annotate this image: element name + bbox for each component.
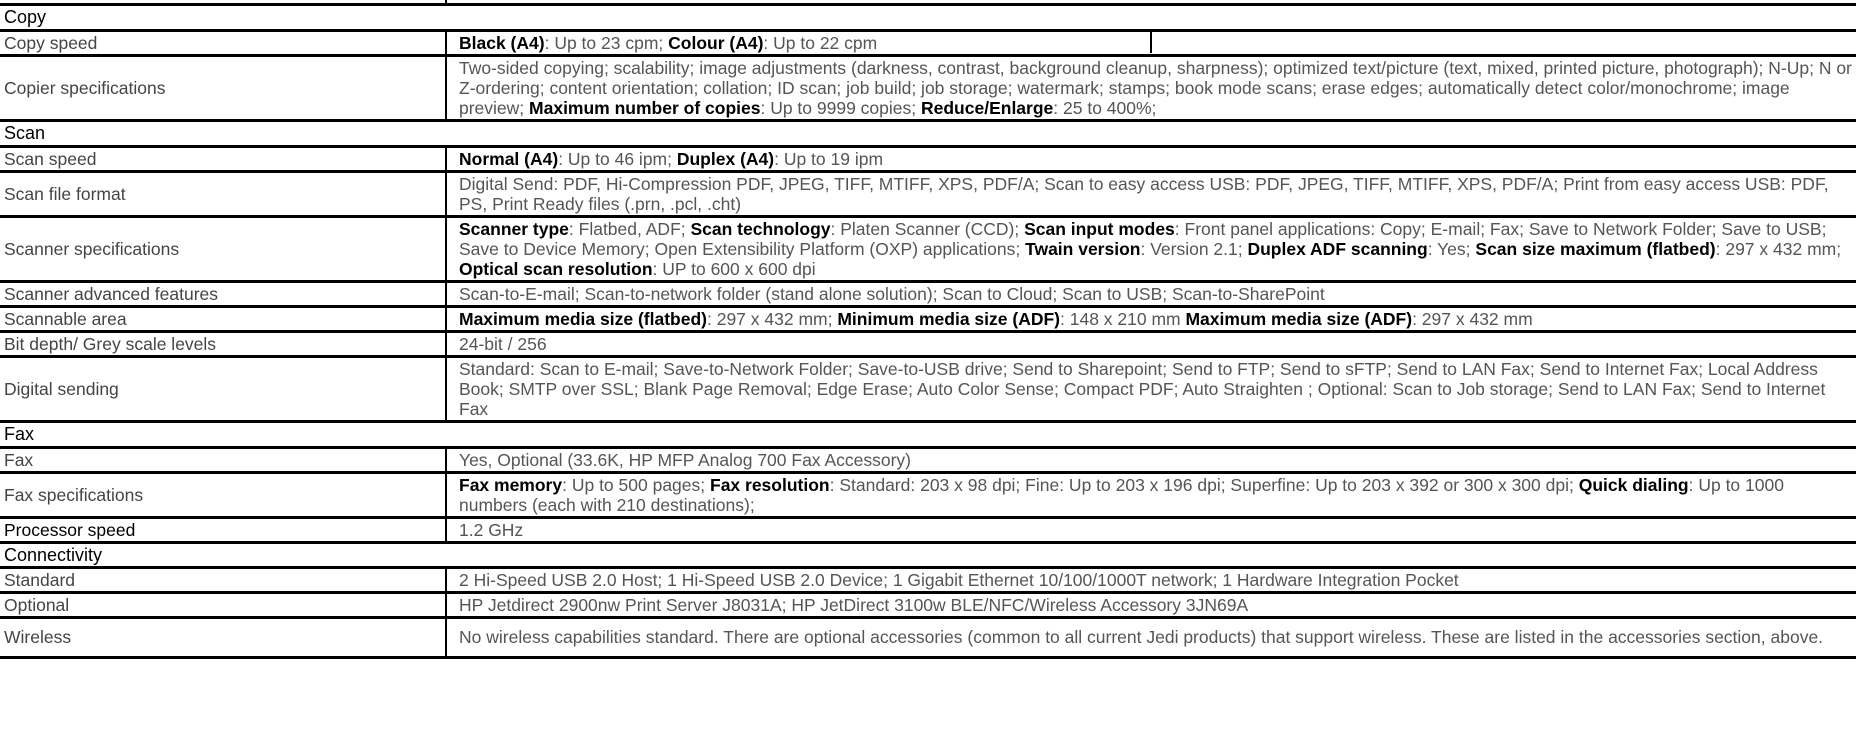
spec-value-text: : 297 x 432 mm <box>1412 308 1533 329</box>
spec-value-text: 1.2 GHz <box>459 519 524 540</box>
spec-row <box>0 146 1856 171</box>
spec-value-key: Scan technology <box>690 218 831 239</box>
spec-value-key: Scan input modes <box>1024 218 1175 239</box>
spec-value-text: : 297 x 432 mm; <box>1715 238 1842 259</box>
spec-value-key: Minimum media size (ADF) <box>837 308 1060 329</box>
section-header-row <box>0 4 1856 30</box>
spec-row <box>0 356 1856 421</box>
spec-value <box>446 472 1856 517</box>
spec-value-key: Reduce/Enlarge <box>921 97 1054 118</box>
spec-row <box>0 447 1856 472</box>
spec-value-text: : Up to 19 ipm <box>774 148 884 169</box>
spec-value-key: Maximum media size (ADF) <box>1185 308 1413 329</box>
section-header-row <box>0 542 1856 567</box>
spec-value-text: : Front panel applications: Copy; E-mail; Fax; Save to Network Folder; Save to USB; Save to Device Memory; Open Extensibility Platform (OXP) applications; <box>459 218 1827 259</box>
spec-label: Fax <box>0 447 446 472</box>
spec-value-text: : Yes; <box>1427 238 1476 259</box>
spec-row <box>0 216 1856 281</box>
spec-label: Standard <box>0 567 446 592</box>
spec-label: Copy speed <box>0 30 446 55</box>
spec-label: Scanner advanced features <box>0 281 446 306</box>
spec-label: Bit depth/ Grey scale levels <box>0 331 446 356</box>
spec-value-text: : Flatbed, ADF; <box>568 218 691 239</box>
spec-value-text: Scan-to-E-mail; Scan-to-network folder (stand alone solution); Scan to Cloud; Scan to USB; Scan-to-SharePoint <box>459 283 1325 304</box>
spec-value-text: Two-sided copying; scalability; image adjustments (darkness, contrast, background cleanup, sharpness); optimized text/picture (text, mixed, printed picture, photograph); N-Up; N or Z-ordering; content orientation; collation; ID scan; job build; job storage; watermark; stamps; book mode scans; erase edges; automatically detect color/monochrome; image preview; <box>459 57 1852 118</box>
spec-row <box>0 55 1856 120</box>
spec-value-text: : Up to 1000 numbers (each with 210 destinations); <box>459 474 1784 515</box>
spec-value-key: Duplex ADF scanning <box>1247 238 1428 259</box>
spec-value-key: Colour (A4) <box>668 32 764 53</box>
spec-value-text: 24-bit / 256 <box>459 333 547 354</box>
spec-value <box>446 306 1856 331</box>
spec-value-text: : Up to 22 cpm <box>763 32 878 53</box>
spec-value-text: : 148 x 210 mm <box>1060 308 1186 329</box>
spec-label: Processor speed <box>0 517 446 542</box>
spec-value <box>446 216 1856 281</box>
spec-value-text: 2 Hi-Speed USB 2.0 Host; 1 Hi-Speed USB 2.0 Device; 1 Gigabit Ethernet 10/100/1000T network; 1 Hardware Integration Pocket <box>459 569 1459 590</box>
spec-value-text: Yes, Optional (33.6K, HP MFP Analog 700 Fax Accessory) <box>459 449 912 470</box>
spec-value <box>446 55 1856 120</box>
spec-value-text: Digital Send: PDF, Hi-Compression PDF, JPEG, TIFF, MTIFF, XPS, PDF/A; Scan to easy access USB: PDF, JPEG, TIFF, MTIFF, XPS, PDF/A; Print from easy access USB: PDF, PS, Print Ready files (.prn, .pcl, .cht) <box>459 173 1829 214</box>
spec-label: Scan speed <box>0 146 446 171</box>
spec-row <box>0 592 1856 617</box>
spec-value-text: : UP to 600 x 600 dpi <box>652 258 816 279</box>
spec-label: Scannable area <box>0 306 446 331</box>
spec-value-key: Duplex (A4) <box>676 148 775 169</box>
spec-label: Scan file format <box>0 171 446 216</box>
spec-value <box>446 617 1856 657</box>
spec-value-key: Maximum number of copies <box>529 97 761 118</box>
spec-value-text: : Version 2.1; <box>1140 238 1248 259</box>
spec-value-key: Fax resolution <box>710 474 830 495</box>
spec-value-text: No wireless capabilities standard. There are optional accessories (common to all current Jedi products) that support wireless. These are listed in the accessories section, above. <box>459 627 1824 647</box>
spec-row <box>0 517 1856 542</box>
copy-speed-cell-divider <box>1150 30 1152 53</box>
spec-value-text: : 25 to 400%; <box>1053 97 1157 118</box>
spec-label: Copier specifications <box>0 55 446 120</box>
spec-row <box>0 171 1856 216</box>
spec-value-text: : Up to 46 ipm; <box>558 148 677 169</box>
spec-value-key: Black (A4) <box>459 32 545 53</box>
spec-value-text: : Platen Scanner (CCD); <box>830 218 1025 239</box>
section-header-row <box>0 120 1856 146</box>
spec-row <box>0 281 1856 306</box>
spec-value-key: Scan size maximum (flatbed) <box>1475 238 1716 259</box>
spec-value-text: : Standard: 203 x 98 dpi; Fine: Up to 203 x 196 dpi; Superfine: Up to 203 x 392 or 300 x 300 dpi; <box>829 474 1579 495</box>
spec-value <box>446 517 1856 542</box>
section-header-row <box>0 421 1856 447</box>
spec-label: Fax specifications <box>0 472 446 517</box>
spec-value-key: Optical scan resolution <box>459 258 653 279</box>
spec-value <box>446 567 1856 592</box>
spec-value <box>446 171 1856 216</box>
spec-value-key: Twain version <box>1025 238 1141 259</box>
spec-label: Optional <box>0 592 446 617</box>
spec-label: Digital sending <box>0 356 446 421</box>
spec-value <box>446 146 1856 171</box>
spec-value <box>446 592 1856 617</box>
section-title: Connectivity <box>0 542 1856 567</box>
spec-value <box>446 281 1856 306</box>
section-title: Scan <box>0 120 1856 146</box>
spec-row <box>0 617 1856 657</box>
spec-row <box>0 306 1856 331</box>
spec-value-text: : Up to 9999 copies; <box>760 97 921 118</box>
spec-row <box>0 30 1856 55</box>
spec-value <box>446 447 1856 472</box>
spec-value-key: Quick dialing <box>1578 474 1689 495</box>
spec-value-text: : Up to 500 pages; <box>562 474 710 495</box>
spec-label: Wireless <box>0 617 446 657</box>
spec-value-key: Normal (A4) <box>459 148 559 169</box>
spec-value-key: Scanner type <box>459 218 569 239</box>
section-title: Fax <box>0 421 1856 447</box>
spec-value-text: : 297 x 432 mm; <box>706 308 838 329</box>
spec-value-key: Maximum media size (flatbed) <box>459 308 707 329</box>
section-title: Copy <box>0 4 1856 30</box>
spec-value <box>446 356 1856 421</box>
spec-value-text: Standard: Scan to E-mail; Save-to-Network Folder; Save-to-USB drive; Send to Sharepoint; Send to FTP; Send to sFTP; Send to LAN Fax; Send to Internet Fax; Local Address Book; SMTP over SSL; Blank Page Removal; Edge Erase; Auto Color Sense; Compact PDF; Auto Straighten ; Optional: Scan to Job storage; Send to LAN Fax; Send to Internet Fax <box>459 358 1826 419</box>
spec-value-text: : Up to 23 cpm; <box>544 32 669 53</box>
spec-row <box>0 472 1856 517</box>
spec-value <box>446 331 1856 356</box>
spec-value-text: HP Jetdirect 2900nw Print Server J8031A; HP JetDirect 3100w BLE/NFC/Wireless Accessory 3JN69A <box>459 594 1249 615</box>
spec-label: Scanner specifications <box>0 216 446 281</box>
spec-row <box>0 331 1856 356</box>
spec-value-key: Fax memory <box>459 474 563 495</box>
spec-row <box>0 567 1856 592</box>
